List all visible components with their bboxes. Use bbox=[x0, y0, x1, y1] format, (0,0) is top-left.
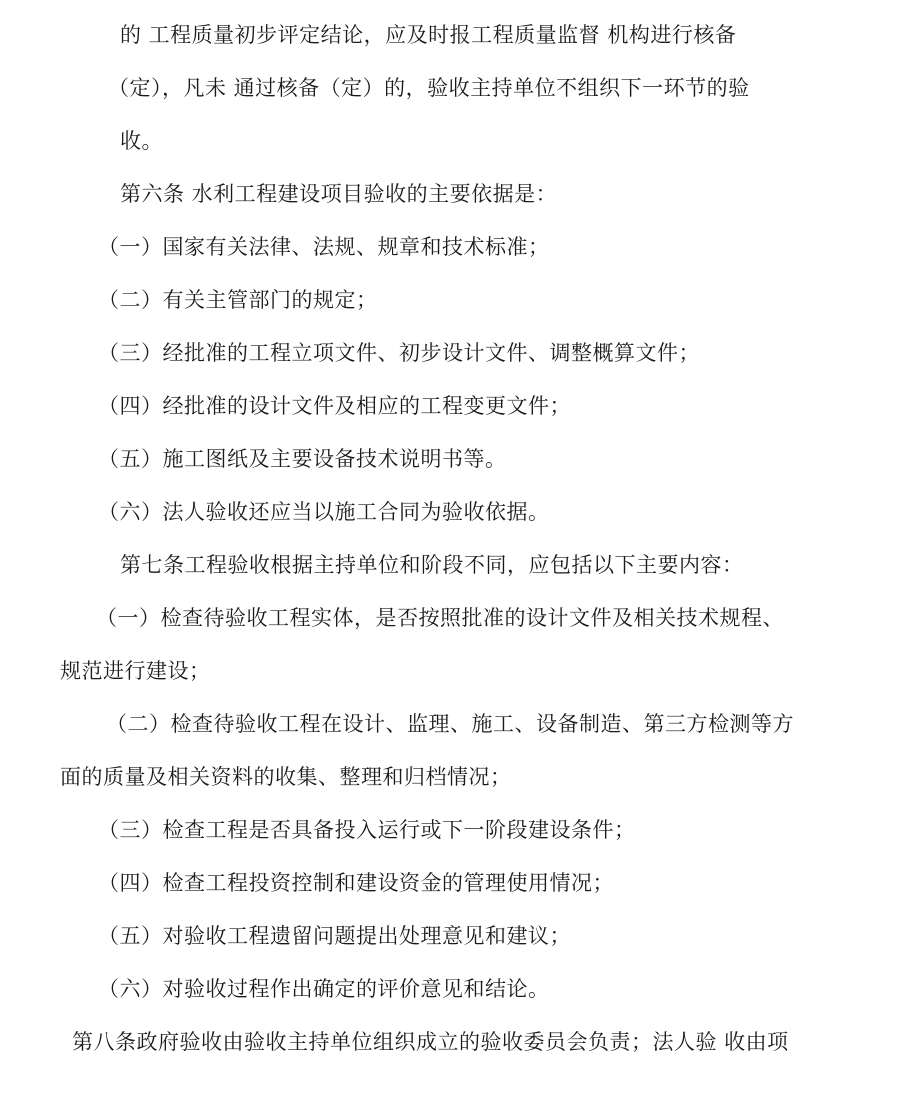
list-item: （一）检查待验收工程实体，是否按照批准的设计文件及相关技术规程、 bbox=[96, 606, 784, 630]
list-item: （三）经批准的工程立项文件、初步设计文件、调整概算文件； bbox=[98, 341, 700, 365]
list-item: （六）对验收过程作出确定的评价意见和结论。 bbox=[98, 977, 550, 1001]
list-item: （四）经批准的设计文件及相应的工程变更文件； bbox=[98, 394, 571, 418]
list-item: （五）对验收工程遗留问题提出处理意见和建议； bbox=[98, 924, 571, 948]
list-item: （四）检查工程投资控制和建设资金的管理使用情况； bbox=[98, 871, 614, 895]
list-item: （二）检查待验收工程在设计、监理、施工、设备制造、第三方检测等方 bbox=[106, 712, 794, 736]
article-heading: 第八条政府验收由验收主持单位组织成立的验收委员会负责；法人验 收由项 bbox=[72, 1030, 789, 1054]
text-line: （定），凡未 通过核备（定）的，验收主持单位不组织下一环节的验 bbox=[108, 76, 750, 100]
list-item: （一）国家有关法律、法规、规章和技术标准； bbox=[98, 235, 550, 259]
list-item: （五）施工图纸及主要设备技术说明书等。 bbox=[98, 447, 507, 471]
text-line: 收。 bbox=[120, 129, 163, 153]
text-line: 面的质量及相关资料的收集、整理和归档情况； bbox=[60, 765, 512, 789]
article-heading: 第七条工程验收根据主持单位和阶段不同，应包括以下主要内容： bbox=[120, 553, 744, 577]
text-line: 规范进行建设； bbox=[60, 659, 211, 683]
article-heading: 第六条 水利工程建设项目验收的主要依据是： bbox=[120, 182, 558, 206]
list-item: （六）法人验收还应当以施工合同为验收依据。 bbox=[98, 500, 550, 524]
list-item: （三）检查工程是否具备投入运行或下一阶段建设条件； bbox=[98, 818, 636, 842]
text-line: 的 工程质量初步评定结论，应及时报工程质量监督 机构进行核备 bbox=[120, 23, 737, 47]
list-item: （二）有关主管部门的规定； bbox=[98, 288, 378, 312]
